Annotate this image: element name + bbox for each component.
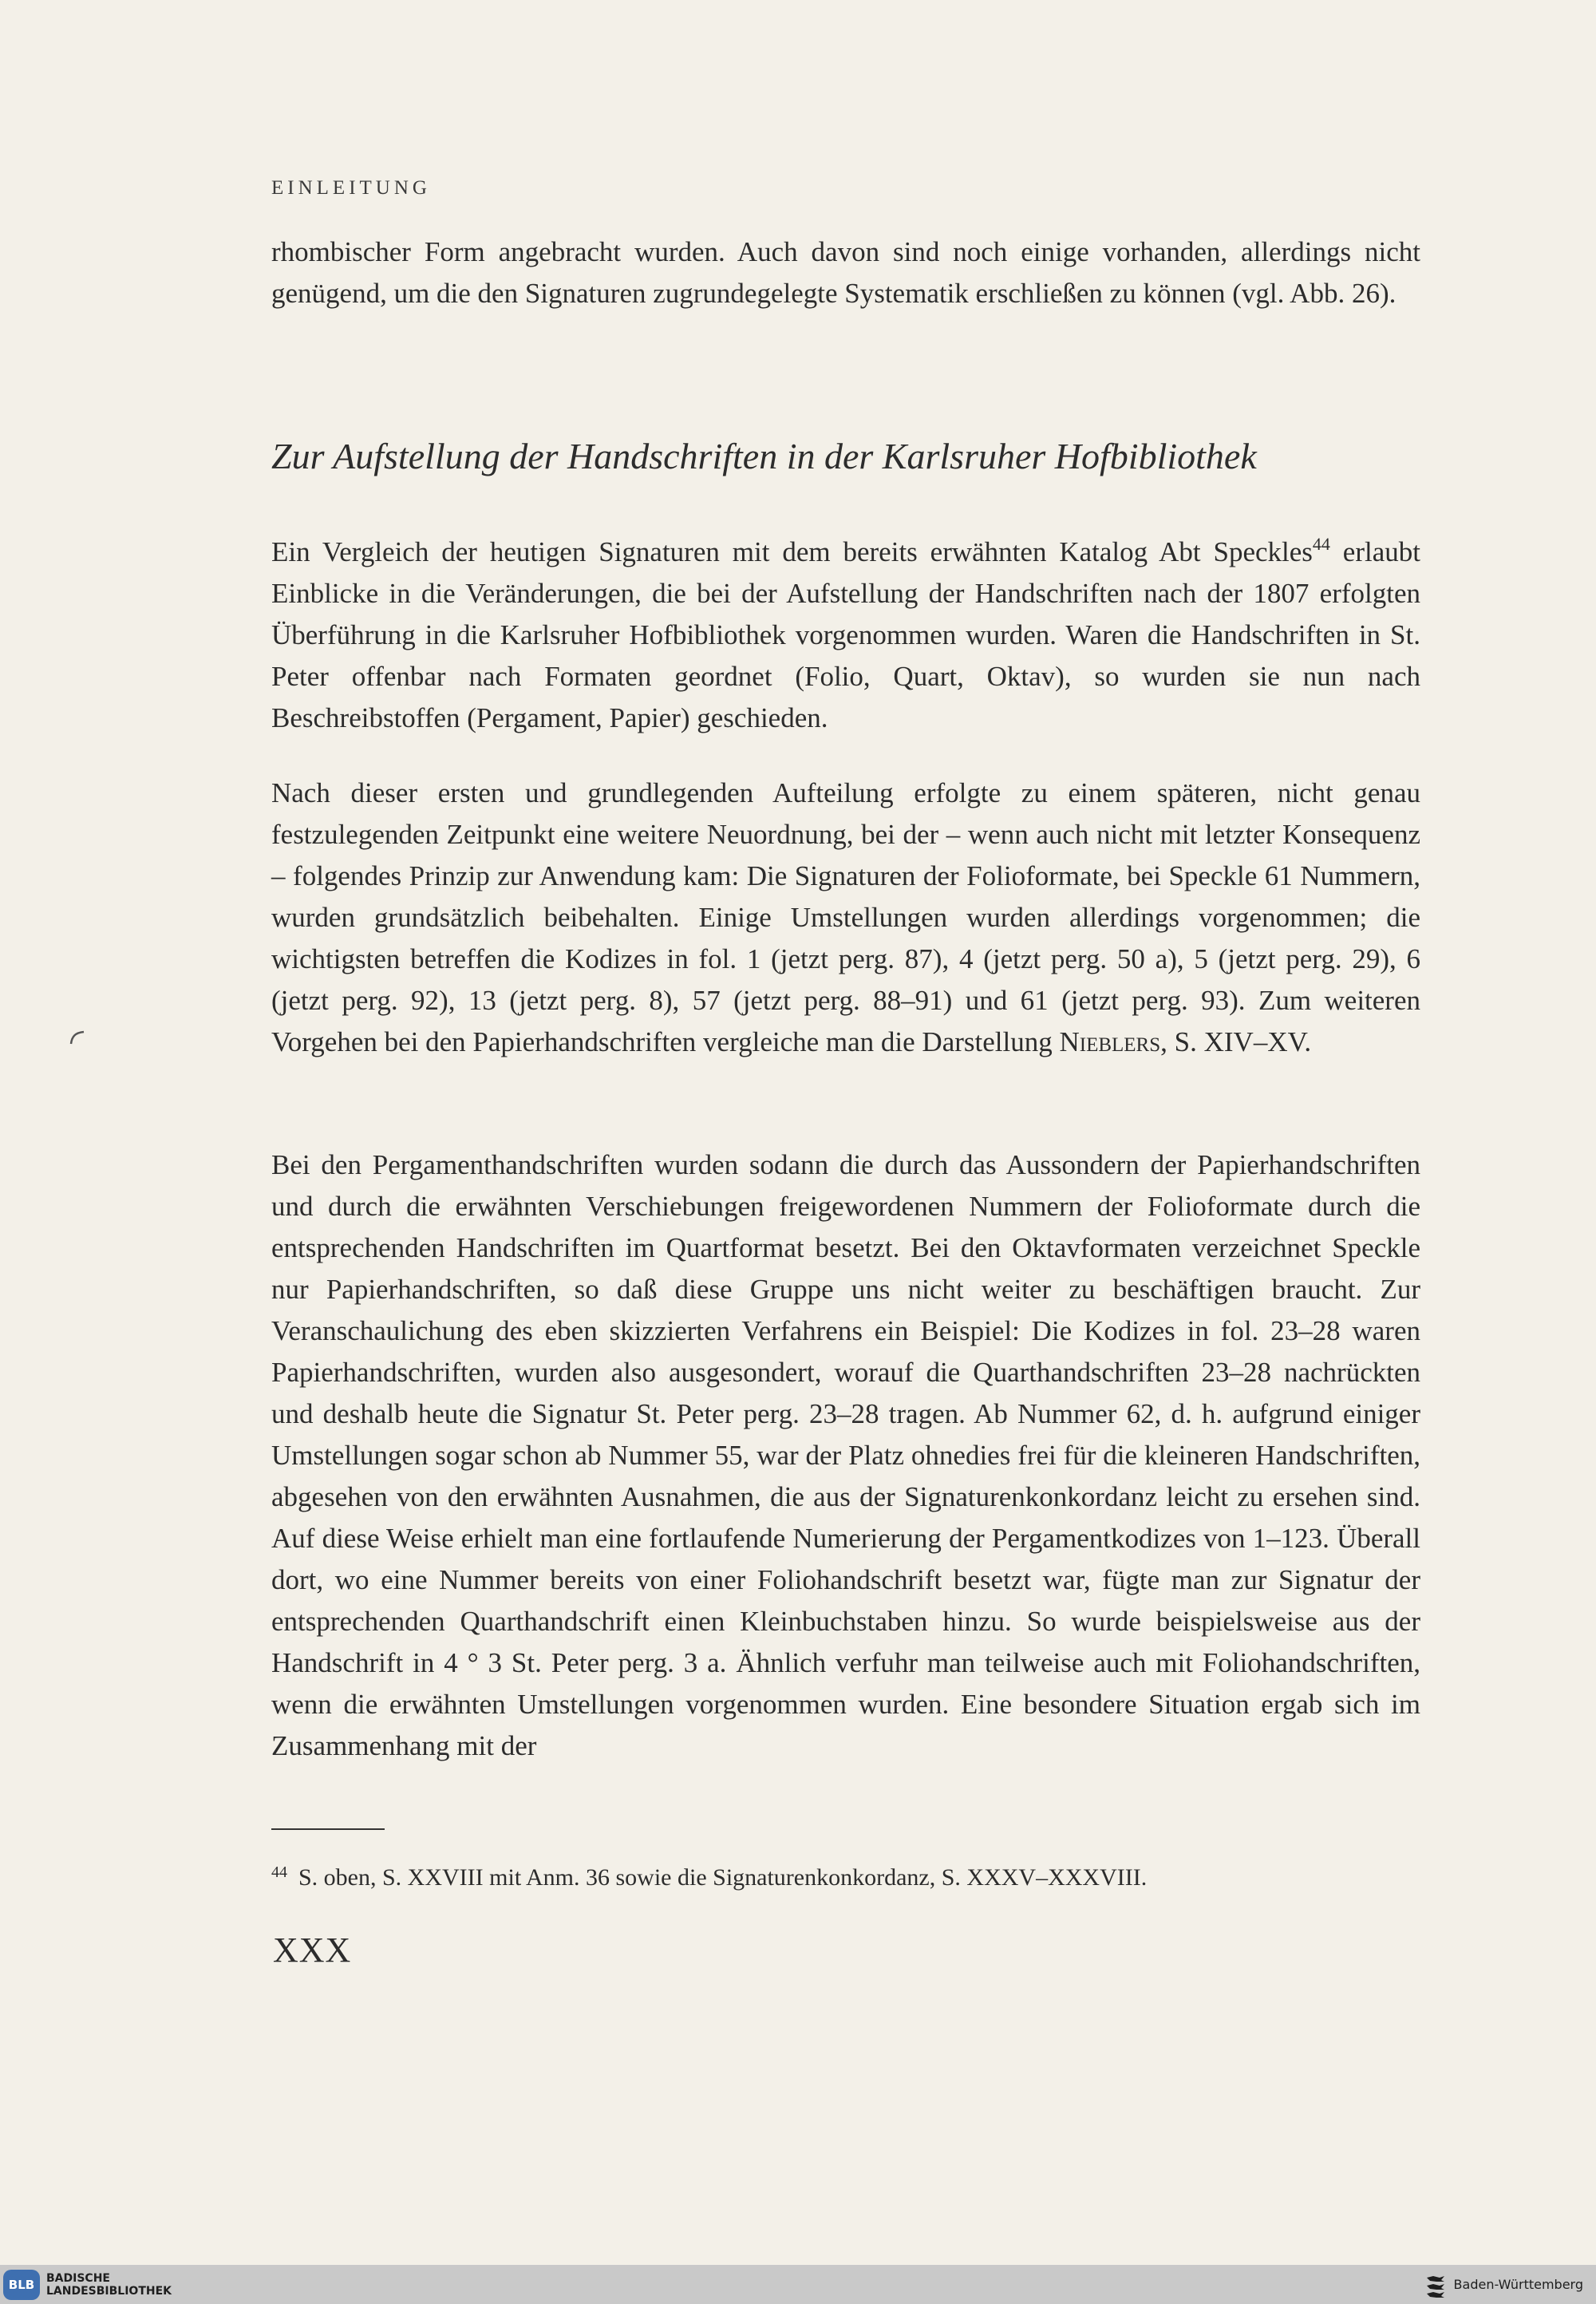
paragraph-continuation: rhombischer Form angebracht wurden. Auch davon sind noch einige vorhanden, allerdings nicht genügend, um die den Signaturen zugrundegelegte Systematik erschließen zu können (vgl. Abb. 26). [271,236,1420,309]
footnote-reference: 44 [1312,534,1330,554]
paragraph-2-text-b: , S. XIV–XV. [1160,1026,1312,1057]
footnote-text: S. oben, S. XXVIII mit Anm. 36 sowie die Signaturenkonkordanz, S. XXXV–XXXVIII. [298,1864,1148,1891]
paragraph-1-text-b: erlaubt Einblicke in die Veränderungen, die bei der Aufstellung der Handschriften nach der 1807 erfolgten Überführung in die Karlsruher Hofbibliothek vorgenommen wurden. Waren die Handschriften in St. Peter offenbar nach Formaten geordnet (Folio, Quart, Oktav), so wurden sie nun nach Beschreibstoffen (Pergament, Papier) geschieden. [271,536,1420,733]
paragraph-2-text-a: Nach dieser ersten und grundlegenden Aufteilung erfolgte zu einem späteren, nicht genau festzulegenden Zeitpunkt eine weitere Neuordnung, bei der – wenn auch nicht mit letzter Konsequenz – folgendes Prinzip zur Anwendung kam: Die Signaturen der Folioformate, bei Speckle 61 Nummern, wurden grundsätzlich beibehalten. Einige Umstellungen wurden allerdings vorgenommen; die wichtigsten betreffen die Kodizes in fol. 1 (jetzt perg. 87), 4 (jetzt perg. 50 a), 5 (jetzt perg. 29), 6 (jetzt perg. 92), 13 (jetzt perg. 8), 57 (jetzt perg. 88–91) und 61 (jetzt perg. 93). Zum weiteren Vorgehen bei den Papierhandschriften vergleiche man die Darstellung [271,777,1420,1057]
bw-label: Baden-Württemberg [1453,2277,1583,2292]
footer-bar [0,2265,1596,2304]
author-name: Nieblers [1059,1026,1161,1057]
footnote-rule [271,1828,385,1830]
footnote [271,1856,1420,1894]
page-number: XXX [273,1931,352,1970]
section-heading: Zur Aufstellung der Handschriften in der Karlsruher Hofbibliothek [271,436,1257,476]
blb-logo[interactable] [3,2270,172,2300]
paragraph-3: Bei den Pergamenthandschriften wurden sodann die durch das Aussondern der Papierhandschriften und durch die erwähnten Verschiebungen freigewordenen Nummern der Folioformate durch die entsprechenden Handschriften im Quartformat besetzt. Bei den Oktavformaten verzeichnet Speckle nur Papierhandschriften, so daß diese Gruppe uns nicht weiter zu beschäftigen braucht. Zur Veranschaulichung des eben skizzierten Verfahrens ein Beispiel: Die Kodizes in fol. 23–28 waren Papierhandschriften, wurden also ausgesondert, worauf die Quarthandschriften 23–28 nachrückten und deshalb heute die Signatur St. Peter perg. 23–28 tragen. Ab Nummer 62, d. h. aufgrund einiger Umstellungen sogar schon ab Nummer 55, war der Platz ohnedies frei für die kleineren Handschriften, abgesehen von den erwähnten Ausnahmen, die aus der Signaturenkonkordanz leicht zu ersehen sind. Auf diese Weise erhielt man eine fortlaufende Numerierung der Pergamentkodizes von 1–123. Überall dort, wo eine Nummer bereits von einer Foliohandschrift besetzt war, fügte man zur Signatur der entsprechenden Quarthandschrift einen Kleinbuchstaben hinzu. So wurde beispielsweise aus der Handschrift in 4 ° 3 St. Peter perg. 3 a. Ähnlich verfuhr man teilweise auch mit Foliohandschriften, wenn die erwähnten Umstellungen vorgenommen wurden. Eine besondere Situation ergab sich im Zusammenhang mit der [271,1149,1420,1761]
running-head: EINLEITUNG [271,177,431,199]
footnote-number: 44 [271,1863,287,1881]
bw-logo[interactable] [1424,2271,1583,2298]
coat-of-arms-icon [1424,2271,1448,2298]
blb-line-1: BADISCHE [46,2271,110,2285]
blb-line-2: LANDESBIBLIOTHEK [46,2284,172,2298]
blb-wordmark [46,2272,172,2298]
paragraph-1-text-a: Ein Vergleich der heutigen Signaturen mit dem bereits erwähnten Katalog Abt Speckles [271,536,1313,567]
blb-badge-icon: BLB [3,2270,40,2300]
paragraph-2 [271,773,1420,1063]
paragraph-1 [271,524,1420,739]
margin-mark-icon [69,1029,86,1045]
